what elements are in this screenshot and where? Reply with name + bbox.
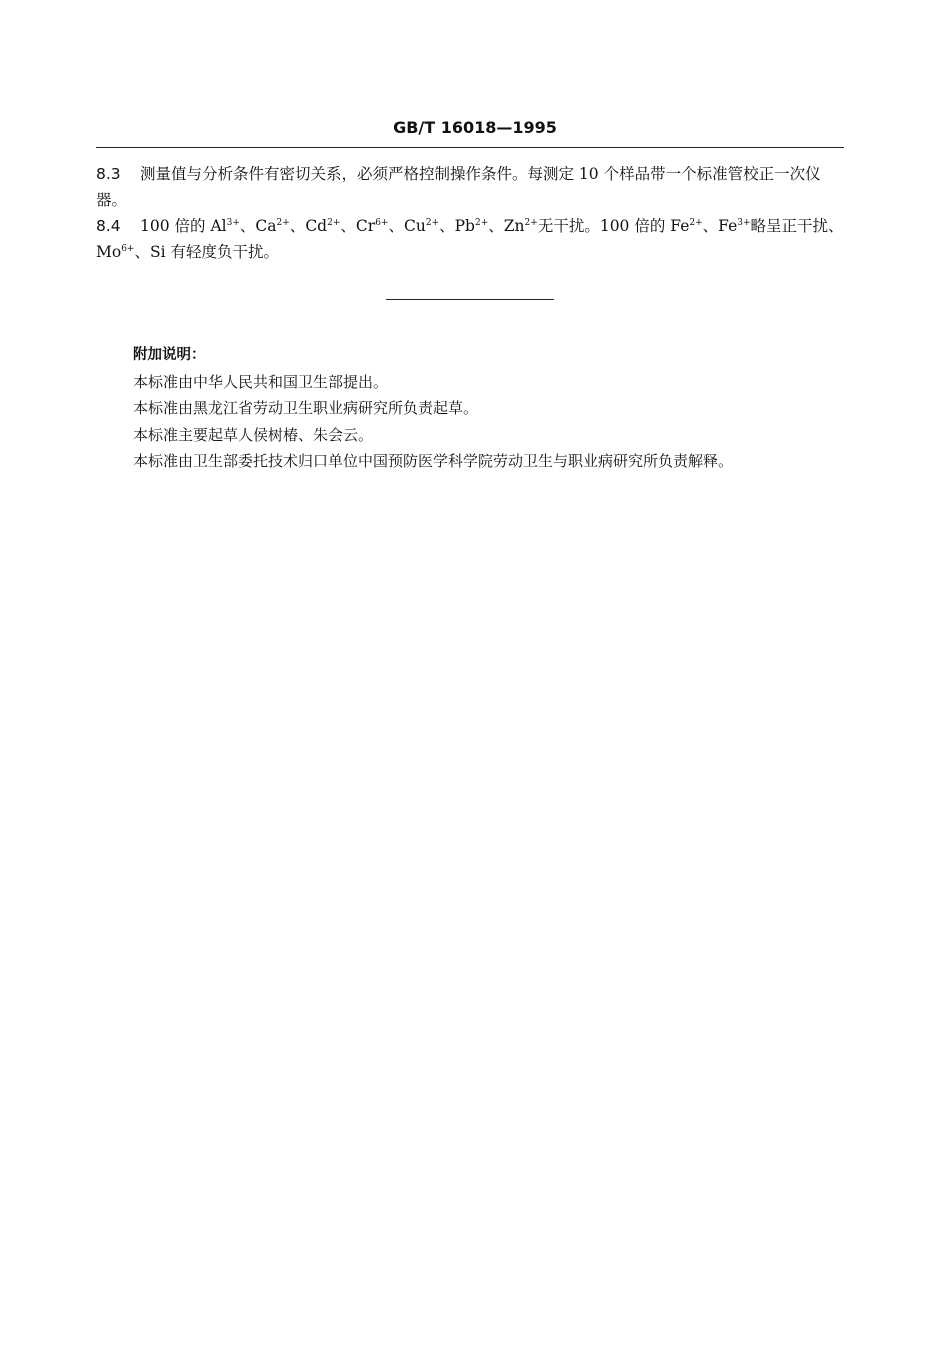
ion	[670, 217, 718, 235]
ion-charge: 2+	[524, 218, 538, 228]
ion-list-positive-interference	[670, 217, 750, 235]
end-of-text-rule	[386, 299, 554, 300]
ion-mo	[96, 243, 134, 261]
notes-line: 本标准由黑龙江省劳动卫生职业病研究所负责起草。	[133, 399, 479, 417]
notes-line: 本标准主要起草人侯树椿、朱会云。	[133, 425, 374, 444]
ion	[210, 217, 255, 235]
ion-separator: 、	[488, 217, 504, 235]
ion	[504, 217, 538, 235]
additional-notes	[133, 342, 833, 475]
clause-mid2: 略呈正干扰、	[750, 217, 844, 235]
ion-separator: 、	[239, 217, 256, 235]
ion	[356, 217, 404, 235]
ion-separator: 、	[439, 217, 455, 235]
clause-number: 8.4	[96, 217, 121, 235]
notes-line: 本标准由卫生部委托技术归口单位中国预防医学科学院劳动卫生与职业病研究所负责解释。	[133, 452, 734, 470]
ion-element: Fe	[670, 217, 690, 235]
ion	[718, 217, 750, 235]
ion-element: Zn	[503, 217, 525, 235]
ion-separator: 、	[702, 217, 719, 235]
ion-charge: 2+	[425, 218, 440, 228]
ion-separator: 、	[388, 217, 404, 235]
ion-element: Al	[210, 217, 227, 235]
ion-element: Fe	[718, 217, 738, 235]
ion-charge: 3+	[737, 218, 751, 228]
clause-mid: 无干扰。100 倍的	[537, 217, 671, 235]
ion-charge: 6+	[121, 244, 135, 254]
ion-element: Cd	[305, 217, 328, 235]
clause-number: 8.3	[96, 165, 121, 183]
ion-charge: 2+	[689, 218, 703, 228]
ion	[255, 217, 305, 235]
ion	[404, 217, 455, 235]
ion-list-no-interference	[210, 217, 537, 235]
ion-separator: 、	[289, 217, 306, 235]
notes-heading: 附加说明：	[133, 347, 206, 363]
ion-element: Mo	[96, 243, 122, 261]
ion-separator: 、	[340, 217, 356, 235]
clause-tail: 、Si 有轻度负干扰。	[134, 243, 279, 261]
ion-charge: 2+	[474, 218, 489, 228]
clause-8-3	[96, 161, 846, 213]
header-divider	[96, 147, 844, 148]
ion	[455, 217, 504, 235]
ion-charge: 6+	[375, 218, 389, 228]
ion-charge: 3+	[226, 218, 240, 228]
ion-element: Cr	[355, 217, 376, 235]
clause-text: 测量值与分析条件有密切关系，必须严格控制操作条件。每测定 10 个样品带一个标准管校正一次仪器。	[96, 165, 821, 209]
ion-element: Cu	[403, 217, 426, 235]
ion-element: Ca	[255, 217, 277, 235]
clause-lead: 100 倍的	[140, 217, 211, 235]
clause-8-4	[96, 213, 846, 265]
notes-line: 本标准由中华人民共和国卫生部提出。	[133, 372, 389, 391]
ion-charge: 2+	[276, 218, 290, 228]
standard-number-header: GB/T 16018—1995	[393, 118, 557, 137]
ion-element: Pb	[454, 217, 475, 235]
ion	[305, 217, 356, 235]
ion-charge: 2+	[327, 218, 341, 228]
